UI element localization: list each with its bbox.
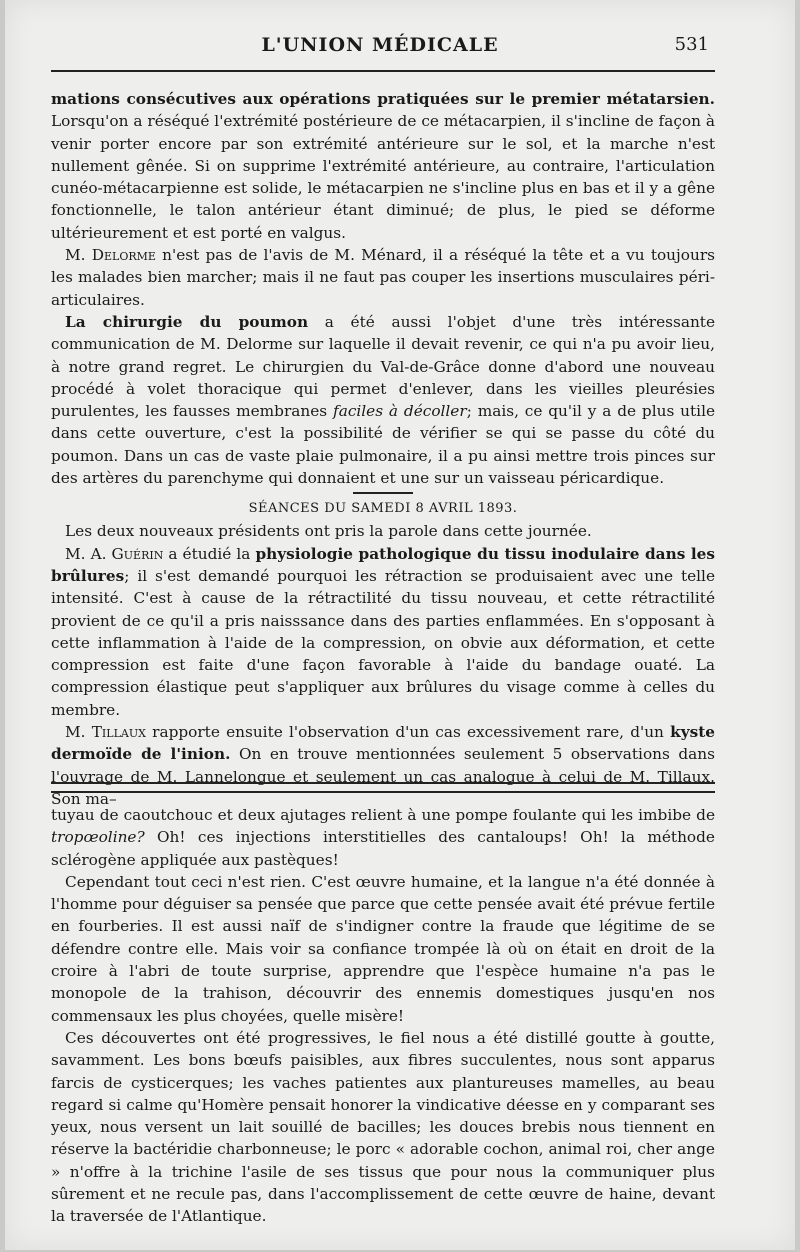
italic-phrase: faciles à décoller — [333, 402, 467, 421]
journal-page — [5, 0, 795, 1250]
author-name: Tillaux — [91, 723, 146, 742]
paragraph-text: tuyau de caoutchouc et deux ajutages relient à une pompe foulante qui les imbibe de — [51, 806, 715, 824]
paragraph-injections — [51, 804, 715, 871]
session-heading: SÉANCES DU SAMEDI 8 AVRIL 1893. — [248, 501, 518, 517]
paragraph-guerin — [51, 543, 715, 721]
paragraph-text: Lorsqu'on a réséqué l'extrémité postérieure de ce métacarpien, il s'incline de façon à venir porter encore par son extrémité antérieure sur le sol, et la marche n'est nullement gênée. Si on supprime l'extrémité antérieure, au contraire, l'articulation cunéo-métacarpienne est solide, le métacarpien ne s'incline plus en bas et il y a gêne fonctionnelle, le talon antérieur étant diminué; de plus, le pied se déforme ultérieurement et est porté en valgus. — [51, 112, 715, 242]
running-head — [51, 34, 709, 60]
paragraph-lung-surgery — [51, 311, 715, 489]
author-name: Delorme — [91, 246, 156, 265]
section-divider — [353, 492, 413, 494]
journal-title: L'UNION MÉDICALE — [261, 34, 499, 56]
paragraph-text: n'est pas de l'avis de M. Ménard, il a réséqué la tête et a vu toujours les malades bien marcher; mais il ne faut pas couper les insertions musculaires péri-articulaires. — [51, 246, 715, 309]
bold-lead: mations consécutives aux opérations pratiquées sur le premier métatarsien. — [51, 90, 715, 108]
prefix: M. — [65, 246, 92, 265]
paragraph-delorme — [51, 244, 715, 311]
prefix: M. — [65, 723, 92, 742]
paragraph-text: ; il s'est demandé pourquoi les rétraction se produisaient avec une telle intensité. C'est à cause de la rétractilité du tissu nouveau, et cette rétractilité provient de ce qu'il a pris naisssance dans des parties enflammées. En s'opposant à cette inflammation à l'aide de la compression, on obvie aux déformation, et cette compression est faite d'une façon favorable à l'aide du bandage ouaté. La compression élastique peut s'appliquer aux brûlures du visage comme à celles du membre. — [51, 566, 715, 719]
paragraph-text: a été aussi l'objet d'une très intéressante communication de M. Delorme sur laquelle il devait revenir, ce qui n'a pu avoir lieu, à notre grand regret. Le chirurgien du Val-de-Grâce donne d'abord une nouveau procédé à volet thoracique qui permet d'enlever, dans les vieilles pleurésies purulentes, les fausses membranes — [51, 312, 715, 421]
upper-article — [51, 88, 715, 810]
paragraph-text: rapporte ensuite l'observation d'un cas excessivement rare, d'un — [145, 723, 671, 742]
header-rule — [51, 70, 715, 72]
bold-phrase: physiologie pathologique du tissu inodulaire dans les brûlures — [51, 544, 715, 585]
paragraph-text: On en trouve mentionnées seulement 5 observations dans l'ouvrage de M. Lannelongue et seulement un cas analogue à celui de M. Tillaux. Son ma– — [51, 745, 715, 808]
bold-lead: La chirurgie du poumon — [65, 312, 309, 331]
paragraph-text: a étudié la — [163, 544, 256, 563]
lower-feuilleton — [51, 804, 715, 1228]
page-number: 531 — [674, 34, 709, 55]
prefix: M. A. — [65, 544, 112, 563]
paragraph-tillaux — [51, 721, 715, 810]
feuilleton-divider — [51, 782, 715, 793]
paragraph-metatarsal — [51, 88, 715, 244]
paragraph-presidents: Les deux nouveaux présidents ont pris la parole dans cette journée. — [65, 522, 592, 541]
paragraph-text: Oh! ces injections interstitielles des cantaloups! Oh! la méthode sclérogène appliquée aux pastèques! — [51, 828, 715, 869]
paragraph-text: ; mais, ce qu'il y a de plus utile dans cette ouverture, c'est la possibilité de vérifier se qui se passe du côté du poumon. Dans un cas de vaste plaie pulmonaire, il a pu ainsi mettre trois pinces sur des artères du parenchyme qui donnaient et une sur un vaisseau péricardique. — [51, 402, 716, 488]
bold-phrase: kyste dermoïde de l'inion. — [51, 723, 715, 764]
paragraph-discoveries: Ces découvertes ont été progressives, le fiel nous a été distillé goutte à goutte, savamment. Les bons bœufs paisibles, aux fibres succulentes, nous sont apparus farcis de cysticerques; les vaches patientes aux plantureuses mamelles, au beau regard si calme qu'Homère pensait honorer la vindicative déesse en y comparant ses yeux, nous versent un lait souillé de bacilles; les douces brebis nous tiennent en réserve la bactéridie charbonneuse; le porc « adorable cochon, animal roi, cher ange » n'offre à la trichine l'asile de ses tissus que pour nous la communiquer plus sûrement et ne recule pas, dans l'accomplissement de cette œuvre de haine, devant la traversée de l'Atlantique. — [51, 1028, 715, 1226]
italic-phrase: tropœoline? — [51, 828, 145, 847]
paragraph-human-work: Cependant tout ceci n'est rien. C'est œuvre humaine, et la langue n'a été donnée à l'homme pour déguiser sa pensée que parce que cette pensée avait été prévue fertile en fourberies. Il est aussi naïf de s'indigner contre la fraude que légitime de se défendre contre elle. Mais voir sa confiance trompée là où on était en droit de la croire à l'abri de toute surprise, apprendre que l'espèce humaine n'a pas le monopole de la trahison, découvrir des ennemis domestiques jusqu'en nos commensaux les plus choyées, quelle misère! — [51, 872, 715, 1025]
author-name: Guérin — [111, 544, 164, 563]
